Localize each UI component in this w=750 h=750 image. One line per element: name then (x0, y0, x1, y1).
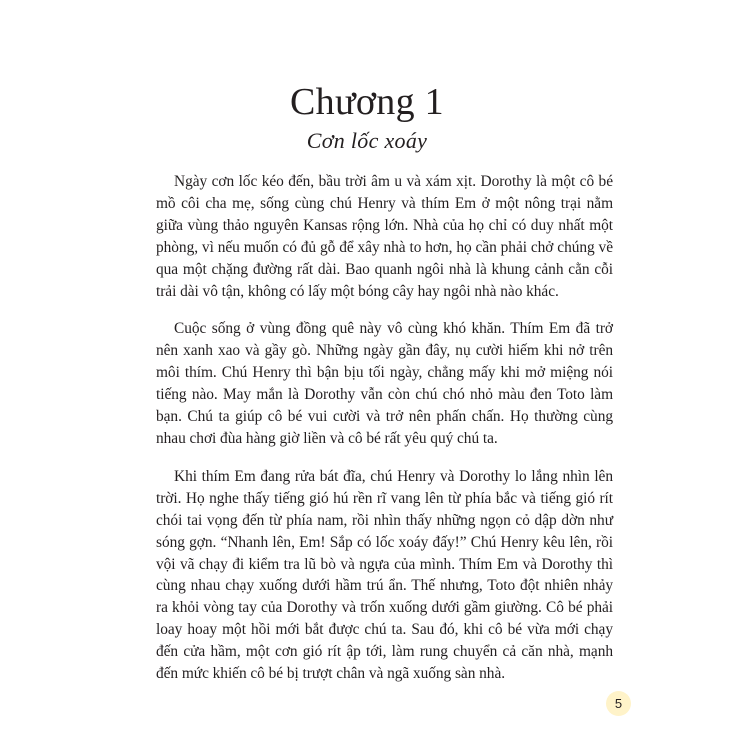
paragraph: Cuộc sống ở vùng đồng quê này vô cùng khó khăn. Thím Em đã trở nên xanh xao và gầy gò. Những ngày gần đây, nụ cười hiếm khi nở trên môi thím. Chú Henry thì bận bịu tối ngày, chẳng mấy khi mở miệng nói tiếng nào. May mắn là Dorothy vẫn còn chú chó nhỏ màu đen Toto làm bạn. Chú ta giúp cô bé vui cười và trở nên phấn chấn. Họ thường cùng nhau chơi đùa hàng giờ liền và cô bé rất yêu quý chú ta. (156, 320, 613, 447)
paragraph: Khi thím Em đang rửa bát đĩa, chú Henry và Dorothy lo lắng nhìn lên trời. Họ nghe thấy tiếng gió hú rền rĩ vang lên từ phía bắc và tiếng gió rít chói tai vọng đến từ phía nam, rồi nhìn thấy những ngọn cỏ dập dờn như sóng gợn. “Nhanh lên, Em! Sắp có lốc xoáy đấy!” Chú Henry kêu lên, rồi vội vã chạy đi kiểm tra lũ bò và ngựa của mình. Thím Em và Dorothy thì cùng nhau chạy xuống dưới hầm trú ẩn. Thế nhưng, Toto đột nhiên nhảy ra khỏi vòng tay của Dorothy và trốn xuống dưới gầm giường. Cô bé phải loay hoay một hồi mới bắt được chú ta. Sau đó, khi cô bé vừa mới chạy đến cửa hầm, một cơn gió rít ập tới, làm rung chuyển cả căn nhà, mạnh đến mức khiến cô bé bị trượt chân và ngã xuống sàn nhà. (156, 467, 613, 683)
chapter-title: Chương 1 (290, 81, 444, 123)
paragraph: Ngày cơn lốc kéo đến, bầu trời âm u và xám xịt. Dorothy là một cô bé mồ côi cha mẹ, sống cùng chú Henry và thím Em ở một nông trại nằm giữa vùng thảo nguyên Kansas rộng lớn. Nhà của họ chỉ có duy nhất một phòng, vì nếu muốn có đủ gỗ để xây nhà to hơn, họ cần phải chở chúng về qua một chặng đường rất dài. Bao quanh ngôi nhà là khung cảnh cằn cỗi trải dài vô tận, không có lấy một bóng cây hay ngôi nhà nào khác. (156, 173, 613, 300)
page-number: 5 (606, 691, 631, 716)
chapter-body (156, 171, 613, 701)
chapter-subtitle: Cơn lốc xoáy (306, 128, 428, 153)
